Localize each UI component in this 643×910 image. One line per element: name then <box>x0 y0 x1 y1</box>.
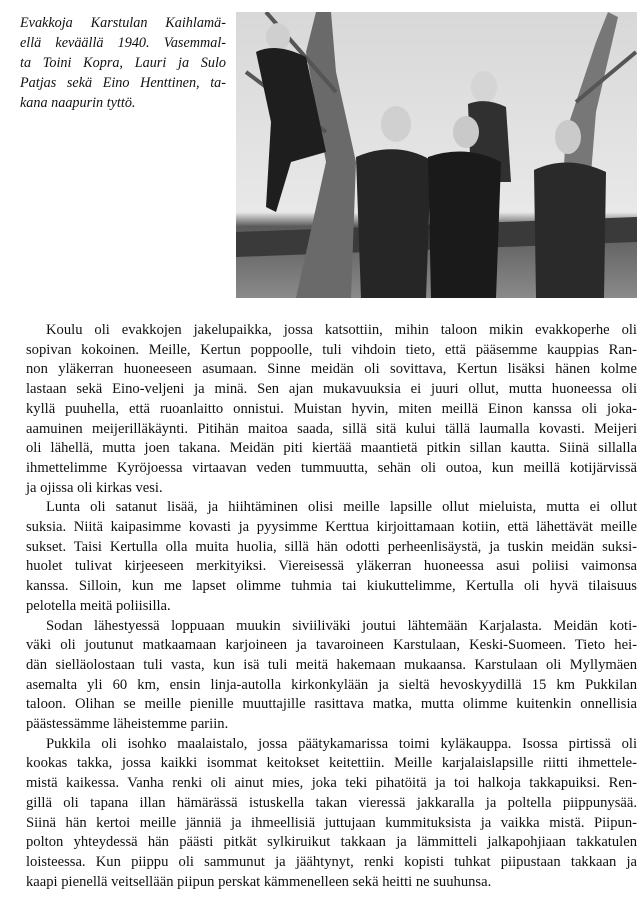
caption-line: kana naapurin tyttö. <box>20 95 136 111</box>
text-line: gillä oli tapana illan hämärässä istuskella takan vieressä jakkaralla ja poltella piippunysää. <box>26 794 637 811</box>
text-line: taloon. Olihan se meille pienille muuttajille rasittava matka, mutta olimme kuitenkin onnellisia <box>26 696 637 713</box>
caption-line: Evakkoja Karstulan Kaihlamä- <box>20 15 226 31</box>
paragraph <box>26 498 637 616</box>
text-line: dän sielläolostaan tuli vasta, kun isä tuli meitä hakemaan mukaansa. Karstulaan oli Myllymäen <box>26 656 637 673</box>
text-line: pelotella meitä poliisilla. <box>26 597 171 614</box>
text-line: mistä kaikessa. Vanha renki oli ainut mies, joka teki pihatöitä ja toi halkoja takkapuiksi. Ren- <box>26 775 637 792</box>
photo-caption <box>20 13 226 113</box>
caption-line: Patjas sekä Eino Henttinen, ta- <box>20 75 226 91</box>
caption-line: ta Toini Kopra, Lauri ja Sulo <box>20 55 226 71</box>
text-line: ja ojissa oli kirkas vesi. <box>26 479 163 496</box>
text-line: Koulu oli evakkojen jakelupaikka, jossa katsottiin, mihin taloon mikin evakkoperhe oli <box>46 322 637 338</box>
text-line: sopivan kokoinen. Meille, Kertun poppoolle, tuli vihdoin tieto, että pääsemme kauppias Ran- <box>26 341 637 358</box>
text-line: lastaan sekä Eino-veljeni ja minä. Sen ajan mukavuuksia ei juuri ollut, mutta huoneessa oli <box>26 381 637 398</box>
text-line: väki oli joutunut matkaamaan karjoineen ja tavaroineen Karstulaan, Keski-Suomeen. Tieto hei- <box>26 637 637 654</box>
text-line: päästessämme läheistemme pariin. <box>26 716 229 733</box>
text-line: kaapi pienellä veitsellään piipun perskat kämmenelleen sekä heitti ne suuhunsa. <box>26 873 492 890</box>
text-line: Lunta oli satanut lisää, ja hiihtäminen olisi meille lapsille ollut mieluista, mutta ei ollut <box>46 499 637 516</box>
text-line: huolet tulivat kirjeeseen merkityiksi. Viereisessä yläkerran huoneessa asui poliisi vaimonsa <box>26 558 637 575</box>
text-line: suksia. Niitä kaipasimme kovasti ja pyysimme Kerttua kirjoittamaan kotiin, että lähettävät meille <box>26 519 637 536</box>
text-line: kookas takka, jossa kaikki isommat keitokset keitettiin. Meille karjalaislapsille riitti ihmettele- <box>26 755 637 772</box>
text-line: ihmettelimme Kyröjoessa virtaavan veden tummuutta, sehän oli outoa, kun meillä kotijärvissä <box>26 459 637 476</box>
paragraph <box>26 321 637 498</box>
article-body <box>26 321 637 892</box>
text-line: kyllä puuhella, että ruoanlaitto onnistui. Muistan hyvin, miten meillä Einon kanssa oli joka- <box>26 400 637 417</box>
text-line: sukset. Taisi Kertulla olla muita huolia, sillä hän odotti perheenlisäystä, ja tuskin meidän suksi- <box>26 538 637 555</box>
text-line: Siinä hän kertoi meille jänniä ja ihmeellisiä juttujaan kummituksista ja vaikka mistä. Piipun- <box>26 814 637 831</box>
evacuee-group-photo <box>236 12 637 298</box>
paragraph <box>26 735 637 893</box>
text-line: polton yhteydessä hän päästi pitkät sylkiruikut takkaan ja lämmitteli jalkapohjiaan takkatulen <box>26 834 637 851</box>
text-line: Sodan lähestyessä loppuaan muukin siviiliväki joutui lähtemään Karjalasta. Meidän koti- <box>46 617 637 634</box>
text-line: non yläkerran huoneeseen asumaan. Sinne meidän oli sovittava, Kertun lisäksi hänen kolme <box>26 361 637 378</box>
text-line: asemalta yli 60 km, ensin linja-autolla kirkonkylään ja sieltä hevoskyydillä 15 km Pukkilan <box>26 676 637 693</box>
text-line: Pukkila oli isohko maalaistalo, jossa päätykamarissa toimi kyläkauppa. Isossa pirtissä oli <box>46 735 637 752</box>
paragraph <box>26 617 637 735</box>
text-line: oli lähellä, mutta joen takana. Meidän piti kiertää maantietä pitkin sillan kautta. Siinä sillalla <box>26 440 637 457</box>
text-line: aamuinen meijerilläkäynti. Pitihän maitoa saada, sillä sitä kului tällä laumalla kovasti. Meijeri <box>26 420 637 437</box>
text-line: loisteessa. Kun piippu oli sammunut ja jäähtynyt, renki kopisti tuhkat piipustaan takkaan ja <box>26 853 637 870</box>
caption-line: ellä keväällä 1940. Vasemmal- <box>20 35 226 51</box>
text-line: kanssa. Silloin, kun me lapset olimme tuhmia tai kiukuttelimme, Kertulla oli hyvä tilaisuus <box>26 578 637 595</box>
